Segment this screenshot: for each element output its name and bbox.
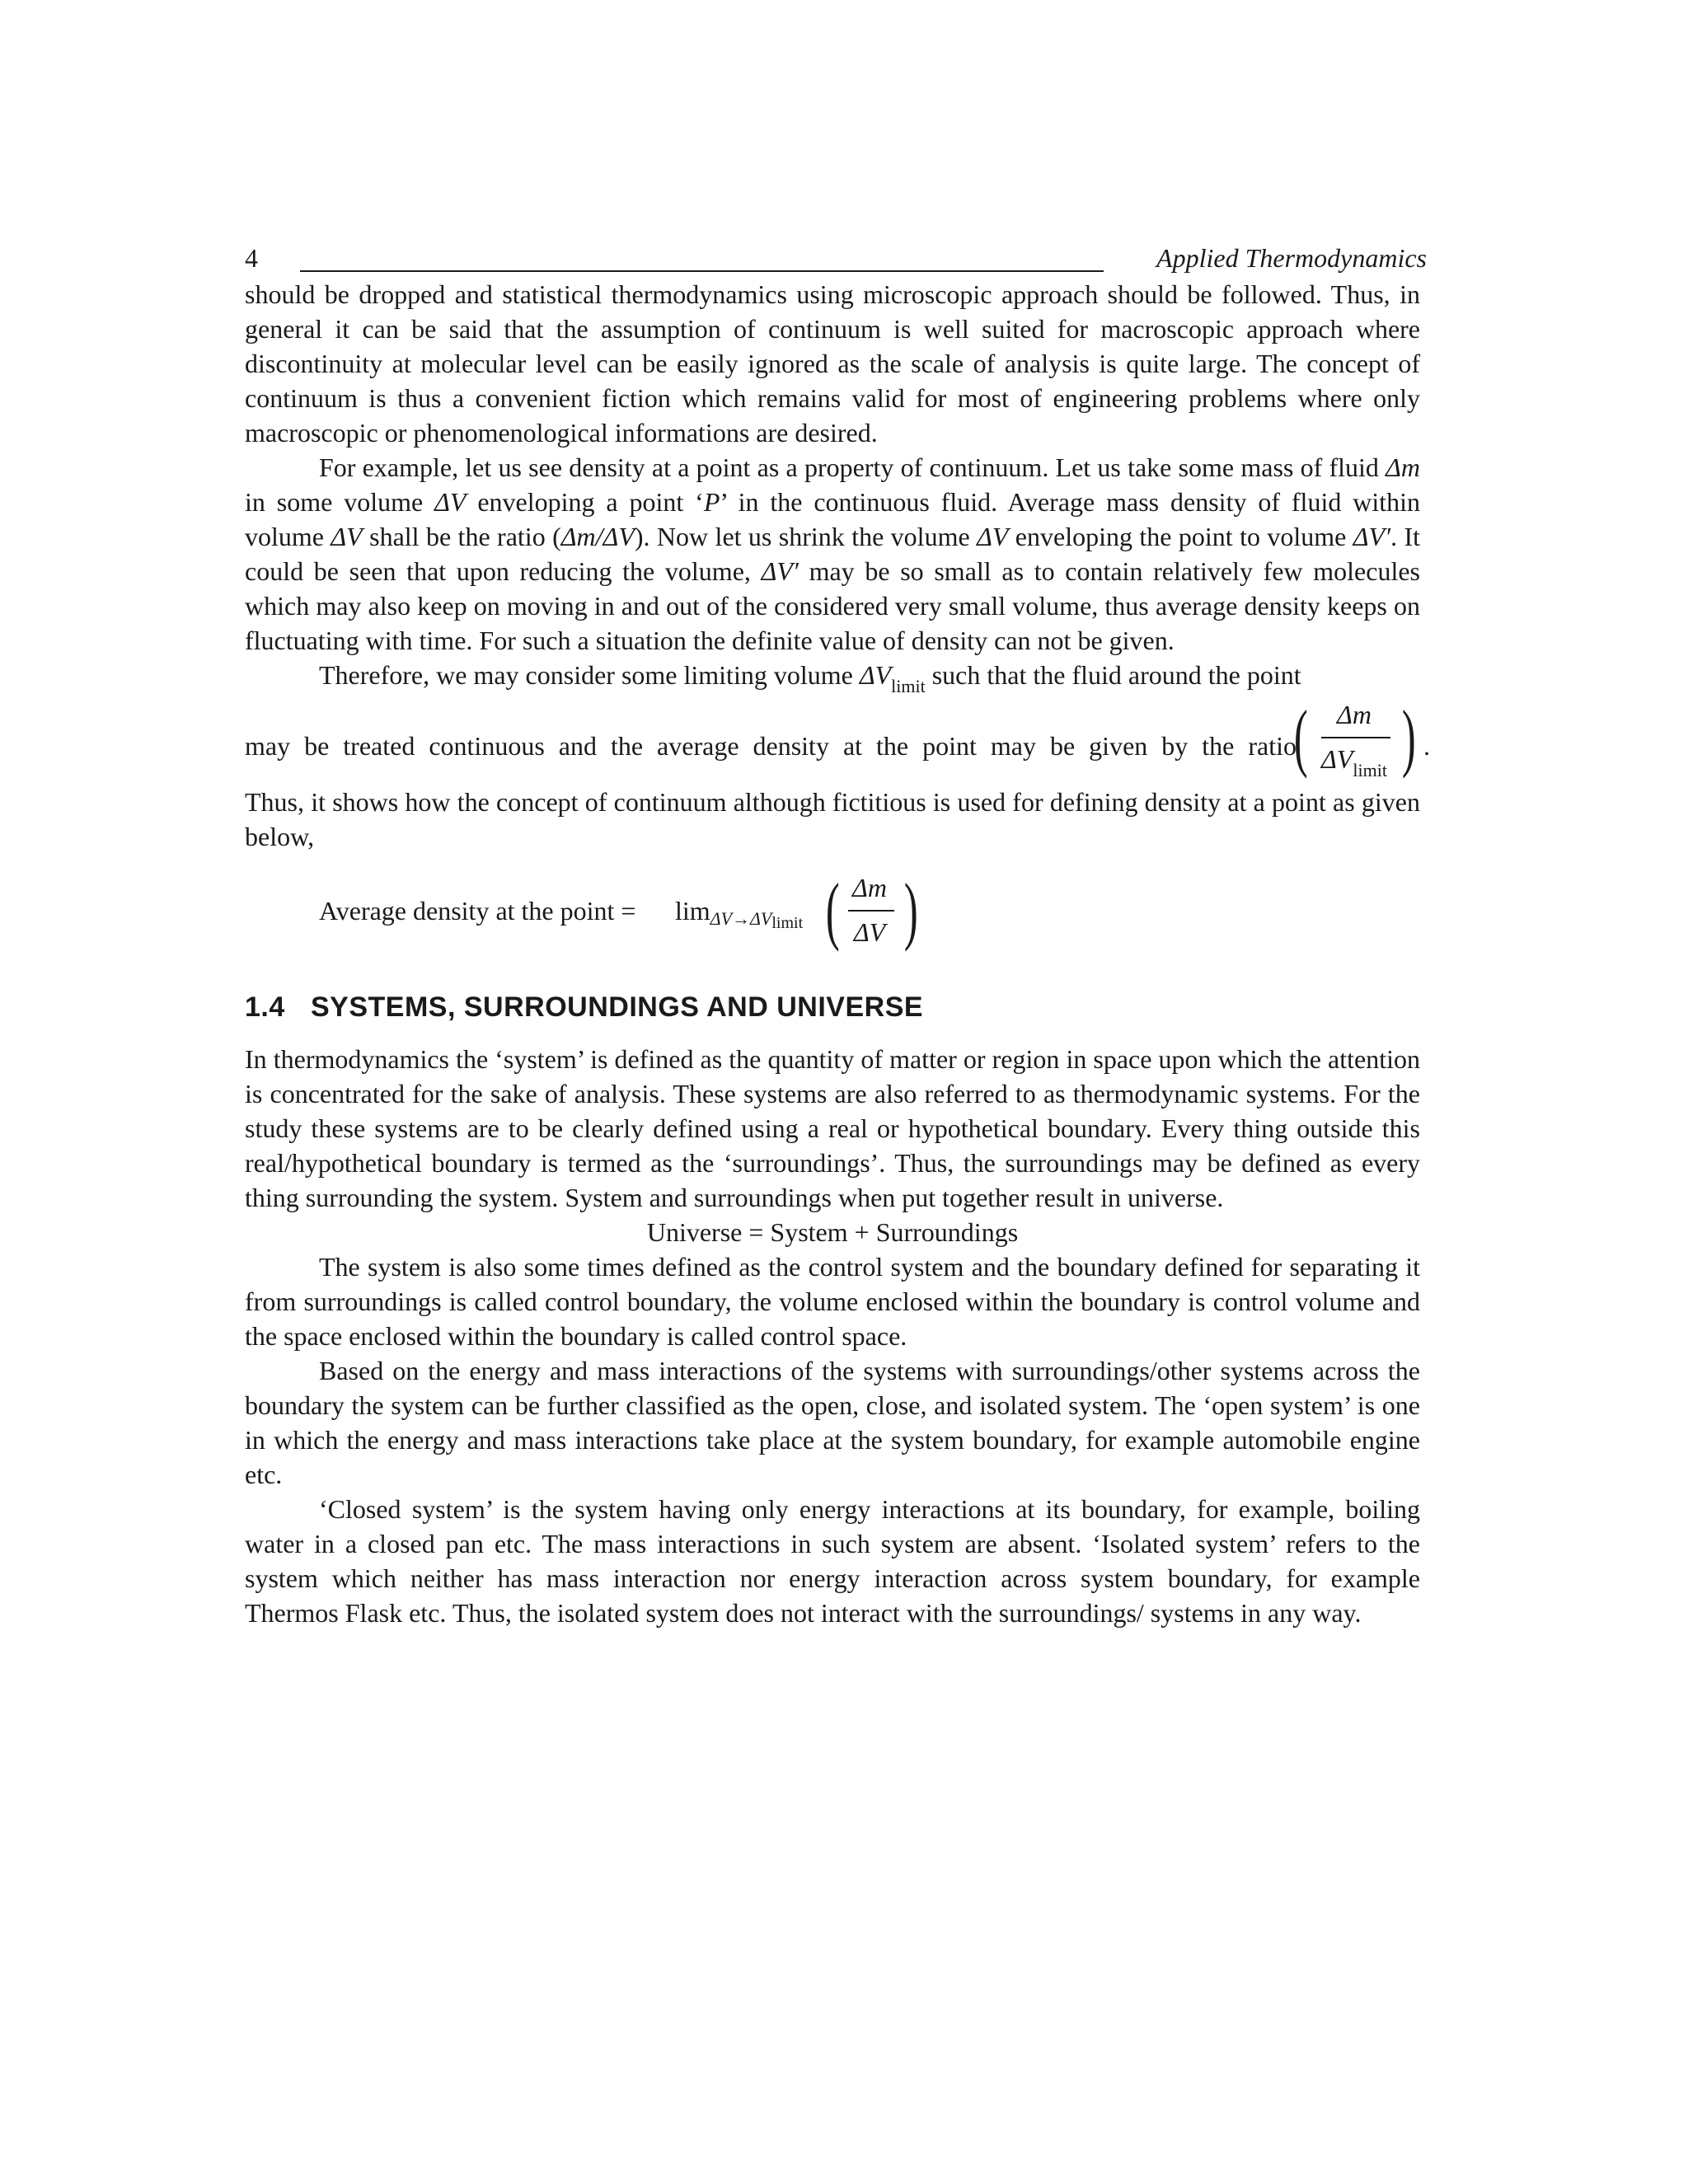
formula-lhs: Average density at the point = (319, 896, 636, 926)
section-title: SYSTEMS, SURROUNDINGS AND UNIVERSE (311, 991, 924, 1023)
text-run: such that the fluid around the point (925, 660, 1301, 690)
paragraph: Thus, it shows how the concept of continuum although fictitious is used for defining density at a point as given below, (245, 787, 1420, 851)
paragraph (245, 658, 1420, 696)
book-title: Applied Thermodynamics (1156, 243, 1427, 273)
ratio-fraction (1293, 692, 1430, 785)
math-delta-v: ΔV (859, 660, 892, 690)
text-run: For example, let us see density at a point as a property of continuum. Let us take some mass of fluid (319, 452, 1386, 482)
paragraph (245, 450, 1420, 658)
lim-subscript-limit: limit (771, 914, 804, 932)
book-page (245, 239, 1430, 1630)
ratio-line (245, 692, 1430, 785)
text-run: . It could be seen that upon reducing the volume, (245, 522, 1421, 586)
math-ratio: Δm/ΔV (560, 522, 635, 551)
running-head (245, 239, 1427, 277)
sentence-period: . (1423, 731, 1430, 761)
math-point-p: P (703, 487, 720, 517)
universe-equation: Universe = System + Surroundings (646, 1217, 1019, 1247)
fraction-denominator (1313, 742, 1395, 780)
section-number: 1.4 (245, 991, 285, 1023)
lim-operator: lim (675, 896, 710, 926)
math-subscript-limit: limit (891, 676, 926, 696)
math-delta-v: ΔV (331, 522, 363, 551)
text-run: in some volume (245, 487, 435, 517)
body-text (245, 277, 1430, 1630)
section-heading (245, 989, 1420, 1025)
left-paren: ( (825, 868, 840, 952)
paragraph: Based on the energy and mass interactions of the systems with surroundings/other systems across the boundary the system can be further classified as the open, close, and isolated system. The ‘open system’ is one in which the energy and mass interactions take place at the system boundary, for example automobile engine etc. (245, 1356, 1420, 1489)
text-run: ). Now let us shrink the volume (634, 522, 978, 551)
math-delta-v-prime: ΔV′ (761, 556, 799, 586)
math-delta-m: Δm (1386, 452, 1420, 482)
text-run: shall be the ratio ( (362, 522, 561, 551)
header-rule (300, 270, 1104, 272)
fraction-bar (1321, 737, 1390, 738)
fraction-bar (848, 910, 894, 912)
math-delta-v: ΔV (434, 487, 467, 517)
paragraph: should be dropped and statistical thermodynamics using microscopic approach should be followed. Thus, in general it can be said that the assumption of continuum is well suited for macroscopic approach where discontinuity at molecular level can be easily ignored as the scale of analysis is quite large. The concept of continuum is thus a convenient fiction which remains valid for most of engineering problems where only macroscopic or phenomenological informations are desired. (245, 279, 1420, 448)
math-delta-v-prime: ΔV′ (1353, 522, 1391, 551)
text-run: may be so small as to contain relatively few molecules which may also keep on moving in and out of the considered very small volume, thus average density keeps on fluctuating with time. For such a situation the definite value of density can not be given. (245, 556, 1421, 655)
paragraph: ‘Closed system’ is the system having only energy interactions at its boundary, for example, boiling water in a closed pan etc. The mass interactions in such system are absent. ‘Isolated system’ refers to the system which neither has mass interaction nor energy interaction across system boundary, for example Thermos Flask etc. Thus, the isolated system does not interact with the surroundings/ systems in any way. (245, 1494, 1420, 1628)
text-run: enveloping the point to volume (1008, 522, 1353, 551)
left-paren: ( (1293, 695, 1308, 779)
math-subscript-limit: limit (1353, 760, 1387, 780)
right-paren: ) (904, 868, 919, 952)
right-paren: ) (1402, 695, 1417, 779)
density-formula (245, 862, 1420, 959)
fraction-denominator: ΔV (853, 917, 886, 947)
text-run: Therefore, we may consider some limiting volume (319, 660, 860, 690)
math-delta-v: ΔV (977, 522, 1009, 551)
math-delta-v: ΔV (1321, 744, 1353, 774)
fraction-numerator: Δm (1337, 700, 1372, 729)
text-run: enveloping a point ‘ (466, 487, 704, 517)
formula-limit (675, 893, 803, 940)
text-run: ’ in the continuous fluid. Average mass density of fluid within volume (245, 487, 1421, 551)
paragraph: In thermodynamics the ‘system’ is defined as the quantity of matter or region in space upon which the attention is concentrated for the sake of analysis. These systems are also referred to as thermodynamic systems. For the study these systems are to be clearly defined using a real or hypothetical boundary. Every thing outside this real/hypothetical boundary is termed as the ‘surroundings’. Thus, the surroundings may be defined as every thing surrounding the system. System and surroundings when put together result in universe. (245, 1044, 1420, 1212)
formula-fraction (825, 862, 919, 959)
page-number: 4 (245, 243, 258, 273)
paragraph: The system is also some times defined as the control system and the boundary defined for separating it from surroundings is called control boundary, the volume enclosed within the boundary is control volume and the space enclosed within the boundary is called control space. (245, 1252, 1420, 1351)
lim-subscript: ΔV→ΔV (710, 908, 772, 929)
ratio-line-text: may be treated continuous and the average density at the point may be given by the ratio (245, 731, 1296, 761)
fraction-numerator: Δm (852, 873, 887, 902)
